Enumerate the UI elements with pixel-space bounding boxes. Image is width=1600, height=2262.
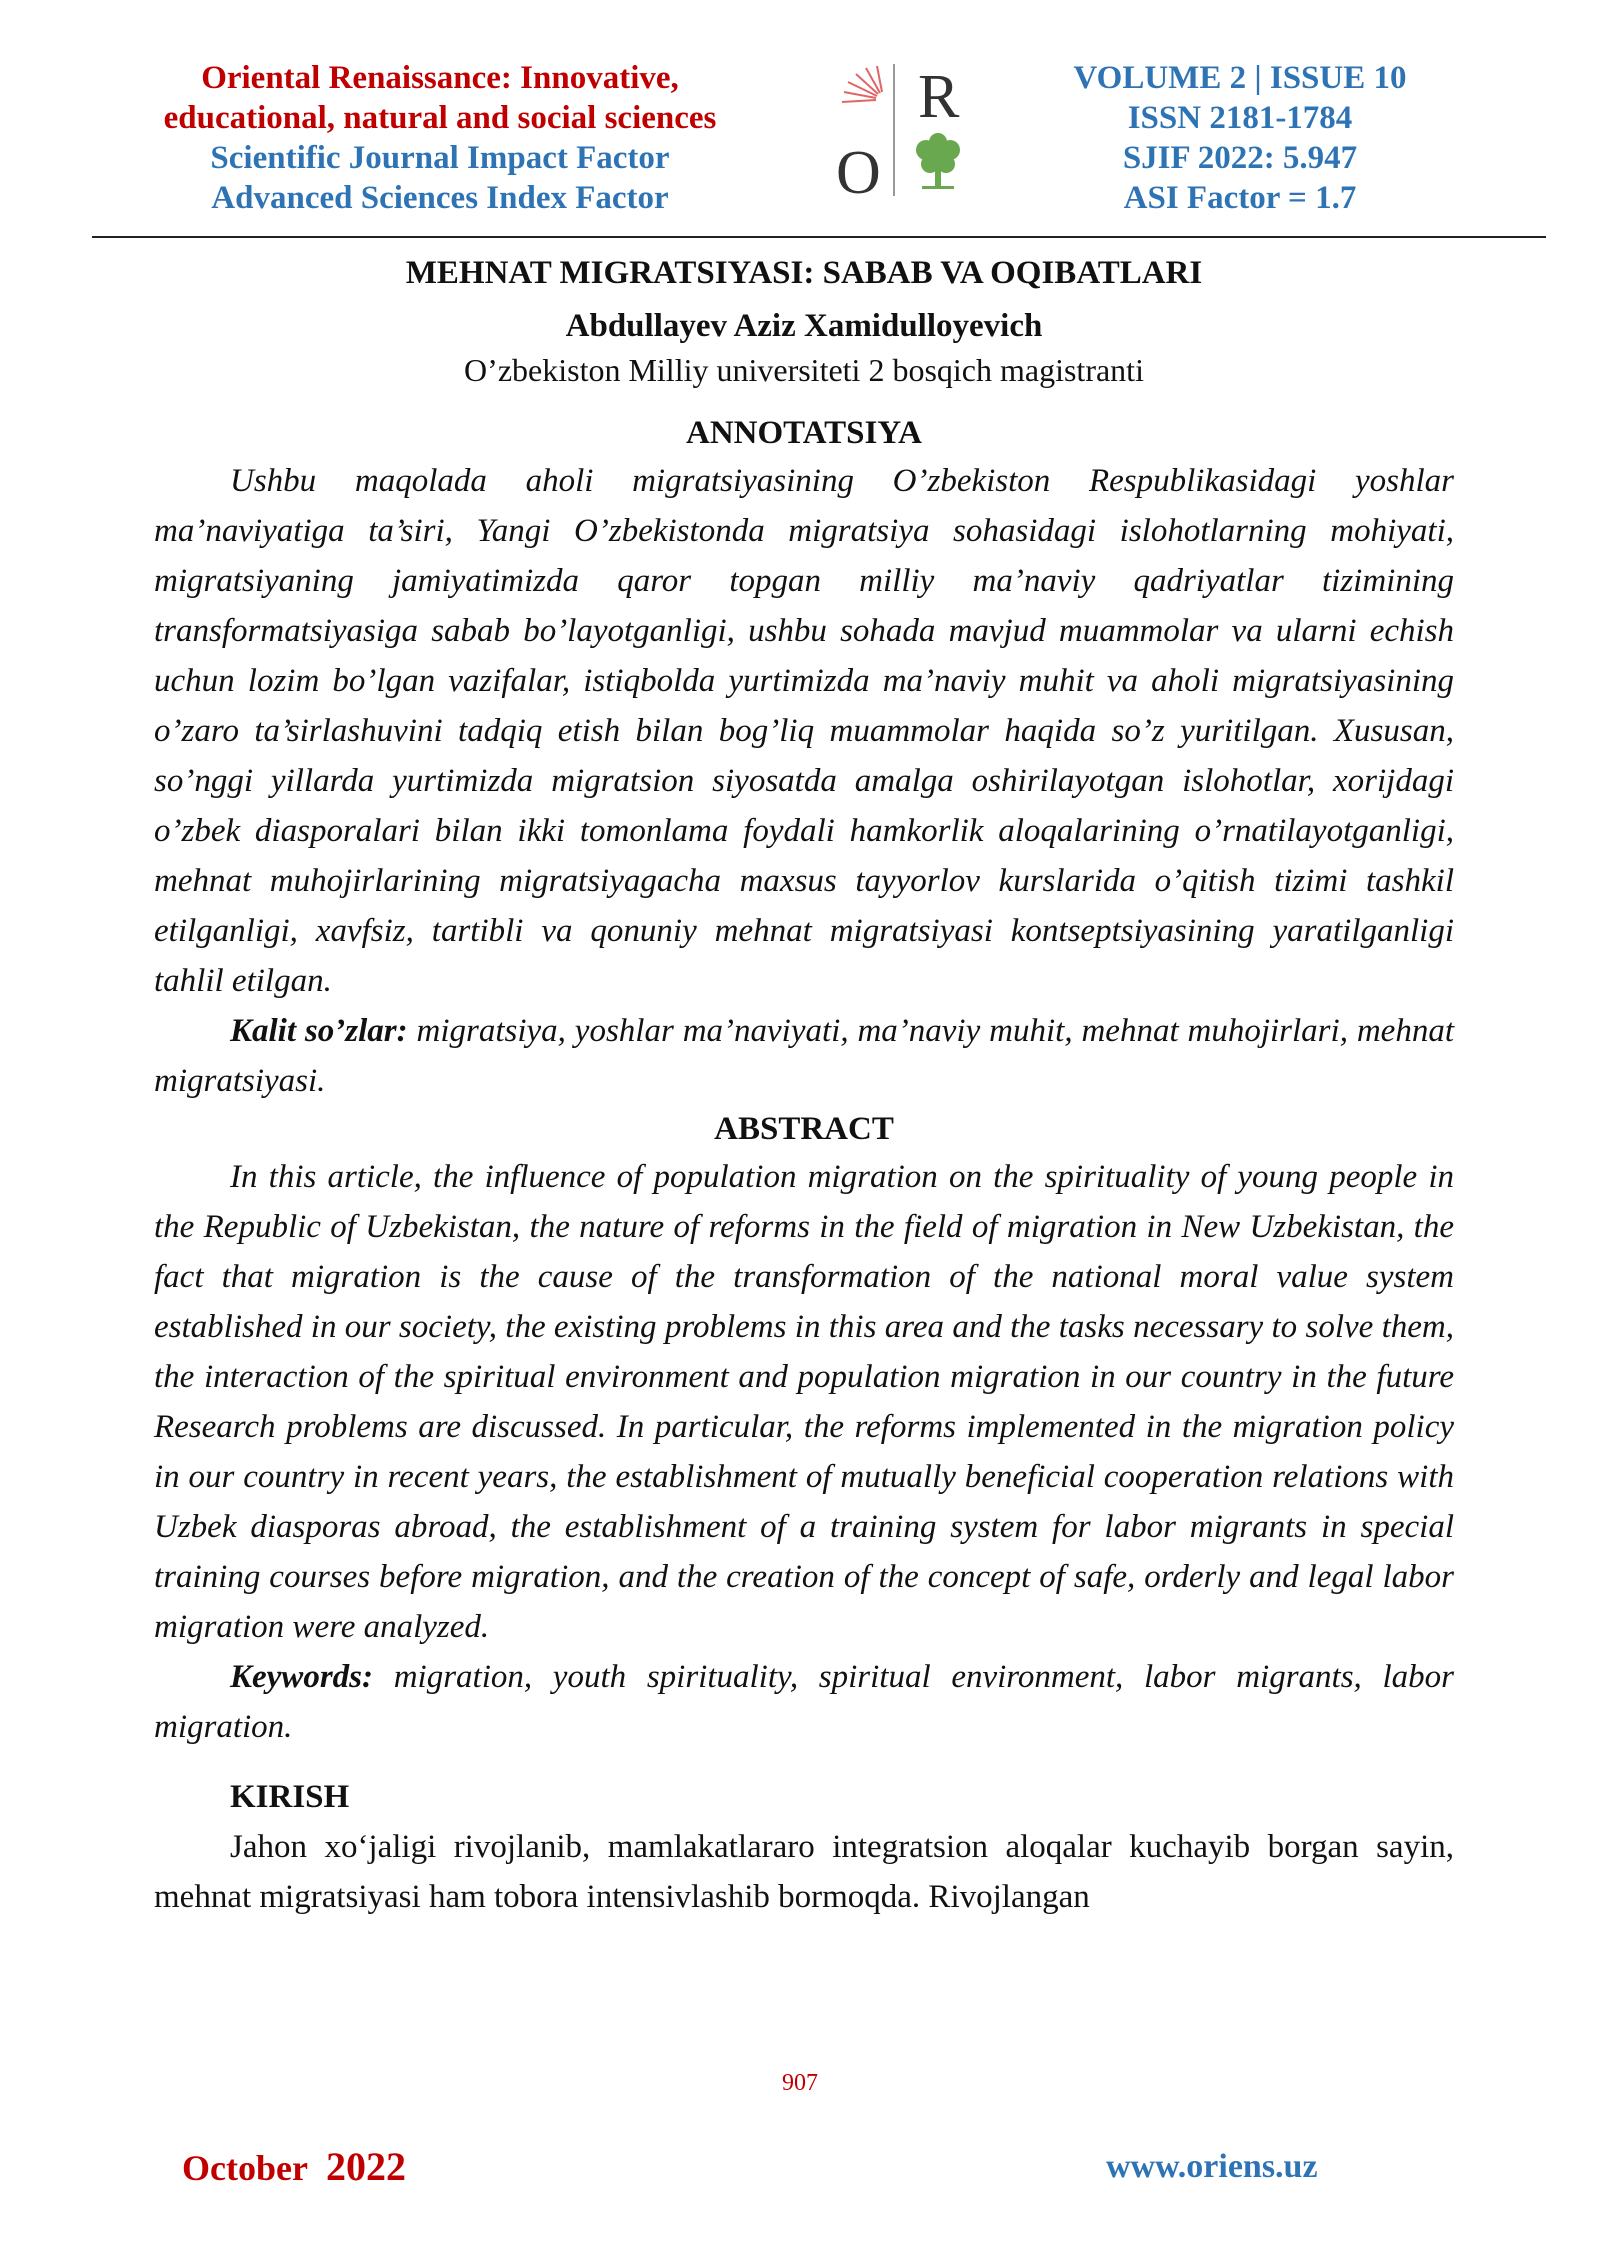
- issn: ISSN 2181-1784: [1127, 100, 1353, 136]
- journal-name-line1: Oriental Renaissance: Innovative,: [201, 60, 679, 96]
- keywords-en: [154, 1652, 1454, 1752]
- logo-letter-r: R: [918, 63, 960, 131]
- author-affiliation: O’zbekiston Milliy universiteti 2 bosqich magistranti: [464, 352, 1144, 388]
- page-number: 907: [782, 2070, 818, 2096]
- footer-month: October: [182, 2148, 308, 2188]
- volume-issue: VOLUME 2 | ISSUE 10: [1073, 60, 1407, 96]
- section-heading-kirish: KIRISH: [230, 1779, 350, 1815]
- impact-factor-line: Scientific Journal Impact Factor: [210, 140, 670, 176]
- keywords-en-list: migration, youth spirituality, spiritual environment, labor migrants, labor migration.: [154, 1659, 1454, 1745]
- keywords-uz-list: migratsiya, yoshlar ma’naviyati, ma’naviy muhit, mehnat muhojirlari, mehnat migratsiyasi.: [154, 1013, 1454, 1099]
- journal-info-left: [120, 58, 760, 218]
- article-title: MEHNAT MIGRATSIYASI: SABAB VA OQIBATLARI: [405, 255, 1203, 291]
- journal-name-line2: educational, natural and social sciences: [163, 100, 717, 136]
- journal-info-right: [1030, 58, 1450, 218]
- abstract-heading: ABSTRACT: [714, 1111, 894, 1147]
- journal-header: [0, 0, 1600, 238]
- annotation-text: Ushbu maqolada aholi migratsiyasining O’zbekiston Respublikasidagi yoshlar ma’naviyatiga ta’siri, Yangi O’zbekistonda migratsiya sohasidagi islohotlarning mohiyati, migratsiyaning jamiyatimizda qaror topgan milliy ma’naviy qadriyatlar tizimining transformatsiyasiga sabab bo’layotganligi, ushbu sohada mavjud muammolar va ularni echish uchun lozim bo’lgan vazifalar, istiqbolda yurtimizda ma’naviy muhit va aholi migratsiyasining o’zaro ta’sirlashuvini tadqiq etish bilan bog’liq muammolar haqida so’z yuritilgan. Xususan, so’nggi yillarda yurtimizda migratsion siyosatda amalga oshirilayotgan islohotlar, xorijdagi o’zbek diasporalari bilan ikki tomonlama foydali hamkorlik aloqalarining o’rnatilayotganligi, mehnat muhojirlarining migratsiyagacha maxsus tayyorlov kurslarida o’qitish tizimi tashkil etilganligi, xavfsiz, tartibli va qonuniy mehnat migratsiyasi kontseptsiyasining yaratilganligi tahlil etilgan.: [154, 463, 1454, 999]
- annotation-heading: ANNOTATSIYA: [686, 415, 922, 451]
- intro-paragraph: Jahon xo‘jaligi rivojlanib, mamlakatlararo integratsion aloqalar kuchayib borgan sayin, mehnat migratsiyasi ham tobora intensivlashib bormoqda. Rivojlangan: [154, 1829, 1454, 1915]
- footer-website-link[interactable]: www.oriens.uz: [1106, 2148, 1318, 2185]
- keywords-en-label: Keywords:: [230, 1659, 373, 1695]
- footer-year: 2022: [325, 2144, 406, 2189]
- article-body: [154, 252, 1454, 1922]
- keywords-uz: [154, 1006, 1454, 1106]
- sjif: SJIF 2022: 5.947: [1122, 140, 1358, 176]
- index-factor-line: Advanced Sciences Index Factor: [211, 180, 669, 216]
- journal-logo: [832, 63, 982, 207]
- asi-factor: ASI Factor = 1.7: [1123, 180, 1357, 216]
- abstract-text: In this article, the influence of population migration on the spirituality of young people in the Republic of Uzbekistan, the nature of reforms in the field of migration in New Uzbekistan, the fact that migration is the cause of the transformation of the national moral value system established in our society, the existing problems in this area and the tasks necessary to solve them, the interaction of the spiritual environment and population migration in our country in the future Research problems are discussed. In particular, the reforms implemented in the migration policy in our country in recent years, the establishment of mutually beneficial cooperation relations with Uzbek diasporas abroad, the establishment of a training system for labor migrants in special training courses before migration, and the creation of the concept of safe, orderly and legal labor migration were analyzed.: [154, 1159, 1454, 1645]
- keywords-uz-label: Kalit so’zlar:: [230, 1013, 408, 1049]
- author-name: Abdullayev Aziz Xamidulloyevich: [565, 308, 1043, 344]
- header-divider: [92, 236, 1546, 238]
- footer-date: [182, 2143, 406, 2190]
- logo-letter-o: O: [836, 139, 881, 207]
